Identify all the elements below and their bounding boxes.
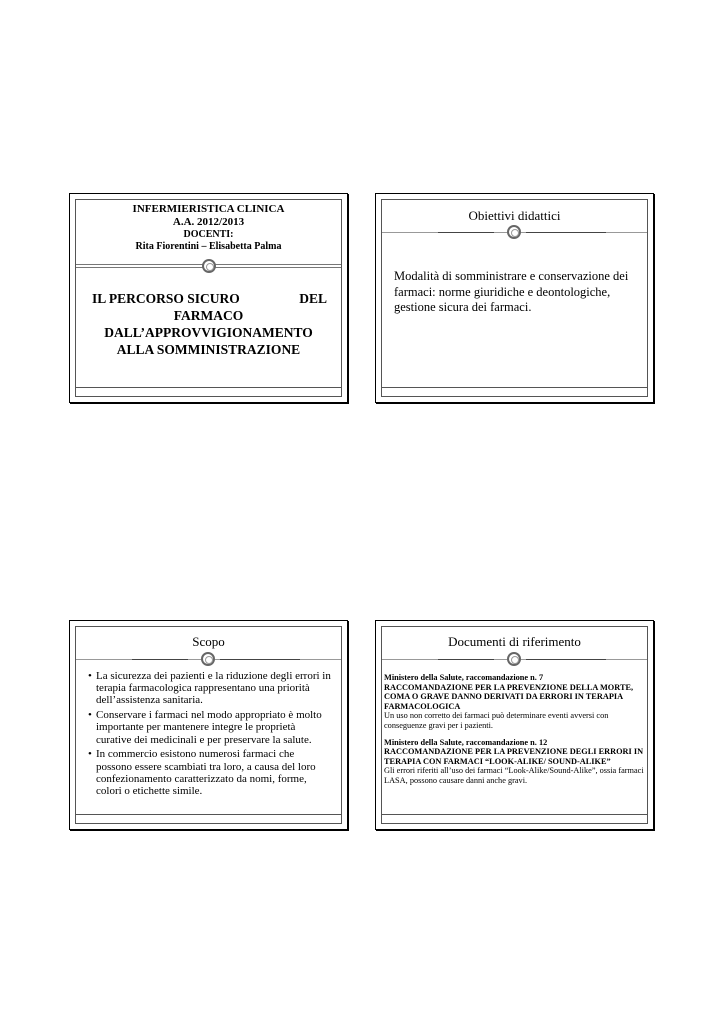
ring-ornament-icon xyxy=(507,652,521,666)
teachers-label: DOCENTI: xyxy=(183,229,234,240)
slide-4 xyxy=(375,620,654,830)
list-item xyxy=(88,709,333,746)
slide-footer xyxy=(381,814,648,824)
bullet-icon: • xyxy=(88,670,92,682)
references-block xyxy=(384,673,645,793)
title-part-2: DEL xyxy=(299,291,327,306)
reference-title: RACCOMANDAZIONE PER LA PREVENZIONE DEGLI ERRORI IN TERAPIA CON FARMACI “LOOK-ALIKE/ SOUND-ALIKE” xyxy=(384,747,644,766)
title-line-2: FARMACO xyxy=(173,308,244,323)
rule-left xyxy=(438,232,494,233)
slide-footer xyxy=(381,387,648,397)
slide-1 xyxy=(69,193,348,403)
reference-item xyxy=(384,738,645,786)
rule-left xyxy=(438,659,494,660)
rule-right xyxy=(526,232,606,233)
list-item-text: In commercio esistono numerosi farmaci che possono essere scambiati tra loro, a causa del loro confezionamento caratterizzato da nomi, forme, colori o etichette simile. xyxy=(96,748,316,798)
ring-ornament-icon xyxy=(202,259,216,273)
rule-right xyxy=(526,659,606,660)
slide-title xyxy=(84,290,333,358)
title-line-4: ALLA SOMMINISTRAZIONE xyxy=(116,342,301,357)
reference-source: Ministero della Salute, raccomandazione n. 7 xyxy=(384,673,544,682)
slide-3 xyxy=(69,620,348,830)
rule-left xyxy=(132,659,188,660)
slide-footer xyxy=(75,387,342,397)
slide-2 xyxy=(375,193,654,403)
ring-ornament-icon xyxy=(507,225,521,239)
slide-title: Scopo xyxy=(192,634,225,649)
objectives-text: Modalità di somministrare e conservazione dei farmaci: norme giuridiche e deontologiche, gestione sicura dei farmaci. xyxy=(394,269,629,314)
list-item-text: Conservare i farmaci nel modo appropriato è molto importante per mantenere integre le proprietà curative dei medicinali e per preservare la salute. xyxy=(96,709,322,746)
reference-title: RACCOMANDAZIONE PER LA PREVENZIONE DELLA MORTE, COMA O GRAVE DANNO DERIVATI DA ERRORI IN TERAPIA FARMACOLOGICA xyxy=(384,682,634,711)
slide-title: Documenti di riferimento xyxy=(448,634,581,649)
title-line-3: DALL’APPROVVIGIONAMENTO xyxy=(104,325,313,340)
slide-footer xyxy=(75,814,342,824)
academic-year: A.A. 2012/2013 xyxy=(172,216,245,228)
ring-ornament-icon xyxy=(201,652,215,666)
list-item-text: La sicurezza dei pazienti e la riduzione degli errori in terapia farmacologica rappresentano una priorità dell’assistenza sanitaria. xyxy=(96,670,331,707)
reference-source: Ministero della Salute, raccomandazione n. 12 xyxy=(384,737,548,747)
course-name: INFERMIERISTICA CLINICA xyxy=(132,203,285,215)
rule-right xyxy=(220,659,300,660)
bullet-icon: • xyxy=(88,709,92,722)
bullet-icon: • xyxy=(88,748,92,761)
reference-item xyxy=(384,673,645,731)
title-part-1: IL PERCORSO SICURO xyxy=(92,291,240,306)
list-item xyxy=(88,748,333,797)
purpose-list xyxy=(88,670,333,800)
course-header xyxy=(76,203,341,253)
reference-description: Un uso non corretto dei farmaci può determinare eventi avversi con conseguenze gravi per i pazienti. xyxy=(384,711,609,730)
teachers-names: Rita Fiorentini – Elisabetta Palma xyxy=(135,241,282,252)
slide-title: Obiettivi didattici xyxy=(468,208,561,223)
list-item xyxy=(88,670,333,707)
reference-description: Gli errori riferiti all’uso dei farmaci “Look-Alike/Sound-Alike”, ossia farmaci LASA, possono causare danni anche gravi. xyxy=(384,766,644,785)
